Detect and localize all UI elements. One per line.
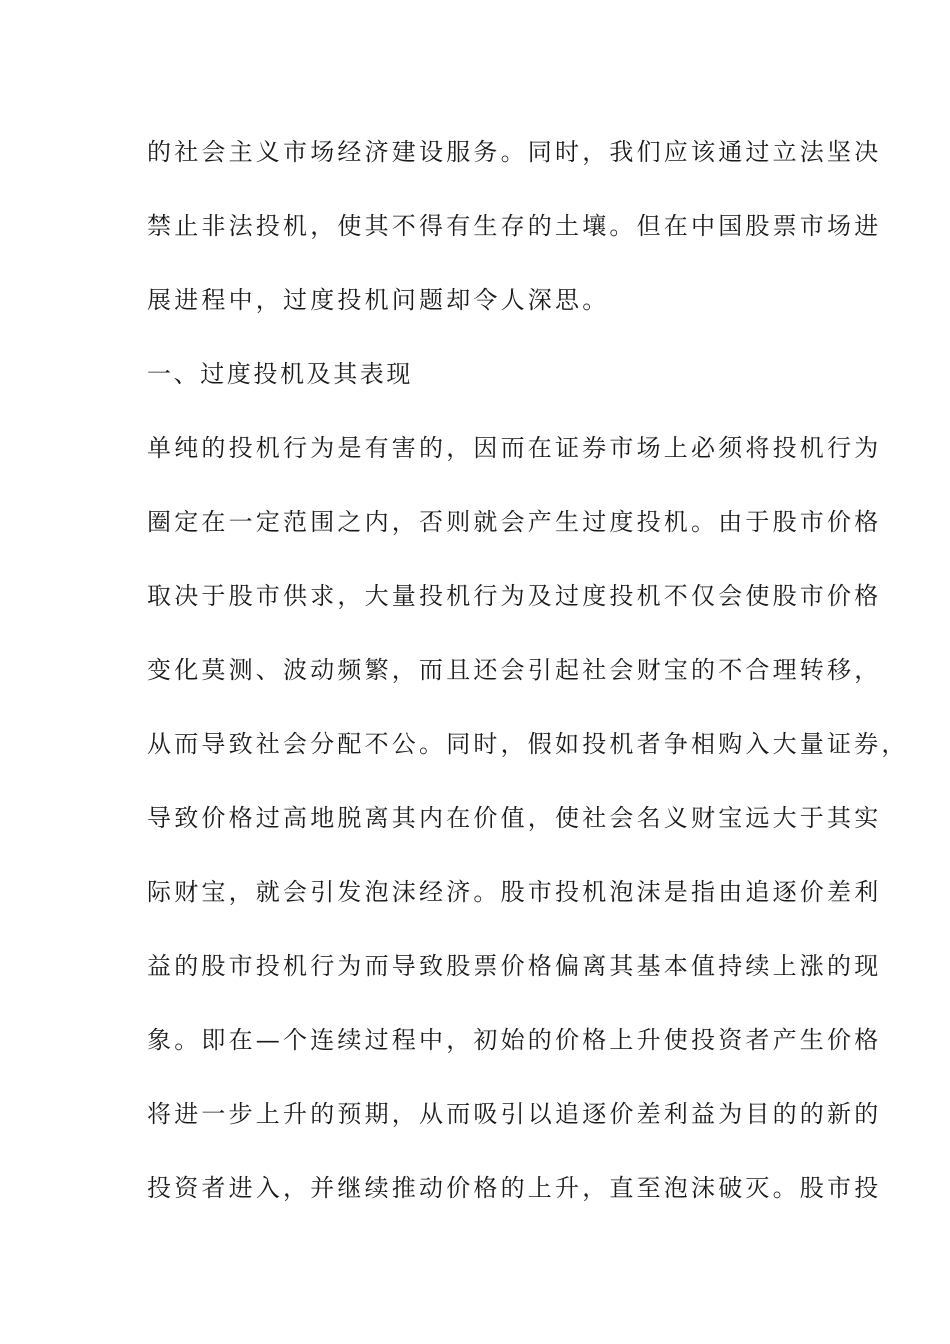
text-line: 变化莫测、波动频繁，而且还会引起社会财宝的不合理转移， (147, 656, 882, 684)
text-line: 单纯的投机行为是有害的，因而在证券市场上必须将投机行为 (147, 434, 882, 462)
section-heading: 一、过度投机及其表现 (147, 360, 413, 388)
text-line: 象。即在—个连续过程中，初始的价格上升使投资者产生价格 (147, 1026, 882, 1054)
text-line: 际财宝，就会引发泡沫经济。股市投机泡沫是指由追逐价差利 (147, 878, 882, 906)
text-line: 益的股市投机行为而导致股票价格偏离其基本值持续上涨的现 (147, 952, 882, 980)
text-line: 禁止非法投机，使其不得有生存的土壤。但在中国股票市场进 (147, 212, 882, 240)
text-line: 的社会主义市场经济建设服务。同时，我们应该通过立法坚决 (147, 138, 882, 166)
text-line: 从而导致社会分配不公。同时，假如投机者争相购入大量证券， (147, 730, 909, 758)
text-line: 取决于股市供求，大量投机行为及过度投机不仅会使股市价格 (147, 582, 882, 610)
text-line: 圈定在一定范围之内，否则就会产生过度投机。由于股市价格 (147, 508, 882, 536)
text-line: 展进程中，过度投机问题却令人深思。 (147, 286, 610, 314)
text-line: 投资者进入，并继续推动价格的上升，直至泡沫破灭。股市投 (147, 1174, 882, 1202)
text-line: 将进一步上升的预期，从而吸引以追逐价差利益为目的的新的 (147, 1100, 882, 1128)
text-line: 导致价格过高地脱离其内在价值，使社会名义财宝远大于其实 (147, 804, 882, 832)
